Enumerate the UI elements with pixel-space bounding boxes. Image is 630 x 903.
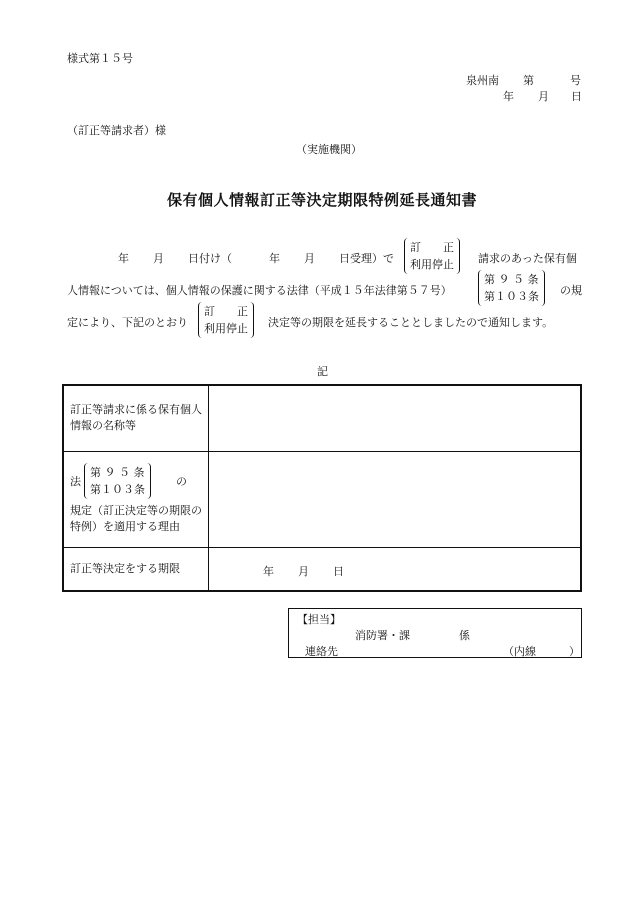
row2-label-cell xyxy=(63,451,209,547)
addressee: （訂正等請求者）様 xyxy=(67,124,166,137)
bracket-correction: 訂 正 xyxy=(410,241,454,254)
body-year2: 年 xyxy=(269,252,280,265)
row1-label: 訂正等請求に係る保有個人情報の名称等 xyxy=(63,385,209,451)
body-line1-tail: 請求のあった保有個 xyxy=(478,252,577,265)
article-103: 第１０３条 xyxy=(90,483,145,496)
table-row xyxy=(63,451,581,547)
contact-extension: （内線 xyxy=(503,645,536,658)
body-line3: 定により、下記のとおり xyxy=(67,316,188,329)
contact-heading: 【担当】 xyxy=(297,613,341,626)
bracket-stop: 利用停止 xyxy=(204,322,248,335)
deadline-month: 月 xyxy=(298,564,309,578)
contact-label: 連絡先 xyxy=(305,645,338,658)
agency: （実施機関） xyxy=(296,143,362,156)
table-row xyxy=(63,547,581,591)
issue-date-month: 月 xyxy=(538,90,549,103)
bracket-stop: 利用停止 xyxy=(410,258,454,271)
issuer-dai: 第 xyxy=(523,74,534,87)
deadline-day: 日 xyxy=(333,564,344,578)
bracket-correction-stop-1 xyxy=(404,238,460,274)
body-day-dated: 日付け（ xyxy=(188,252,232,265)
details-table xyxy=(62,384,582,592)
row2-no: の xyxy=(176,475,187,488)
contact-section: 係 xyxy=(459,629,470,642)
issuer-prefix: 泉州南 xyxy=(466,74,499,87)
body-month2: 月 xyxy=(304,252,315,265)
deadline-year: 年 xyxy=(263,564,274,578)
document-title: 保有個人情報訂正等決定期限特例延長通知書 xyxy=(167,191,478,209)
row2-label: 規定（訂正決定等の期限の特例）を適用する理由 xyxy=(70,504,202,533)
bracket-article-1 xyxy=(478,270,545,306)
issue-date-year: 年 xyxy=(503,90,514,103)
row2-prefix: 法 xyxy=(70,475,81,488)
contact-close: ） xyxy=(569,645,580,658)
contact-dept: 消防署・課 xyxy=(355,629,410,642)
table-row xyxy=(63,385,581,451)
row3-value xyxy=(209,547,582,591)
issuer-go: 号 xyxy=(570,74,581,87)
body-line3-tail: 決定等の期限を延長することとしましたので通知します。 xyxy=(268,316,554,329)
issue-date-day: 日 xyxy=(571,90,582,103)
bracket-correction: 訂 正 xyxy=(204,305,248,318)
contact-box xyxy=(288,608,582,658)
body-received: 日受理）で xyxy=(339,252,394,265)
form-number: 様式第１５号 xyxy=(67,52,133,65)
body-year: 年 xyxy=(118,252,129,265)
article-95: 第 ９ ５ 条 xyxy=(484,273,539,286)
body-month: 月 xyxy=(153,252,164,265)
ki-label: 記 xyxy=(317,365,328,378)
bracket-article-2 xyxy=(84,463,151,499)
row2-value xyxy=(209,451,582,547)
body-line2-tail: の規 xyxy=(560,284,582,297)
article-103: 第１０３条 xyxy=(484,290,539,303)
row3-label: 訂正等決定をする期限 xyxy=(63,547,209,591)
article-95: 第 ９ ５ 条 xyxy=(90,466,145,479)
row1-value xyxy=(209,385,582,451)
bracket-correction-stop-2 xyxy=(198,302,254,338)
body-line2: 人情報については、個人情報の保護に関する法律（平成１５年法律第５７号） xyxy=(67,284,452,297)
